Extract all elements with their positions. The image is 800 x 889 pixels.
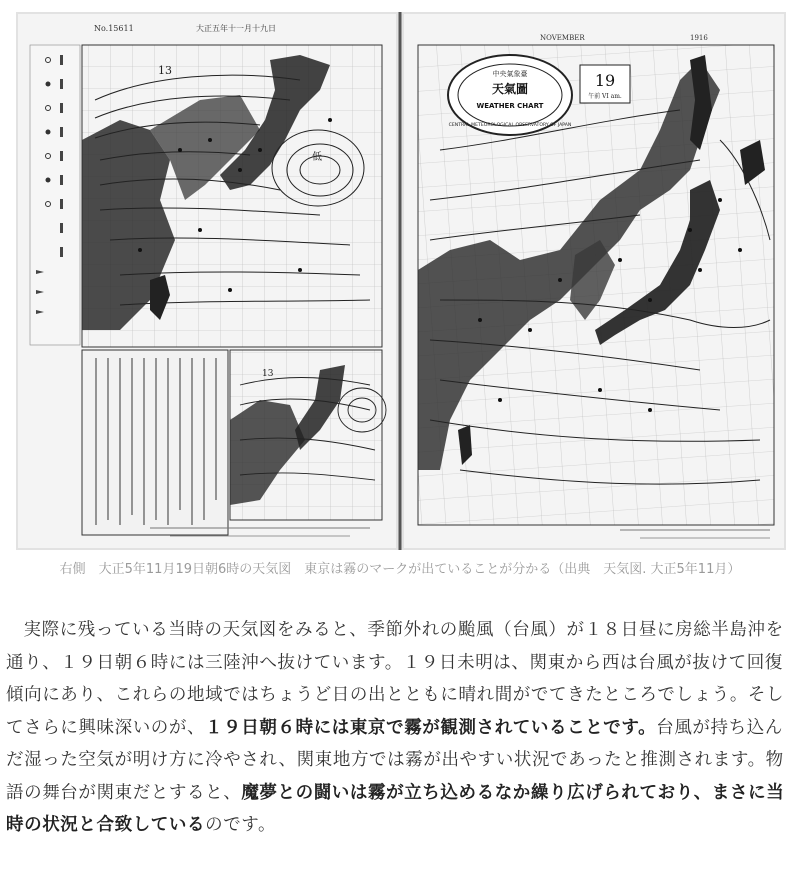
chart-date-day: 19	[594, 71, 616, 90]
right-header-month: NOVEMBER	[540, 34, 585, 42]
left-page	[30, 23, 386, 536]
article-paragraph	[6, 614, 796, 842]
left-header-date: 大正五年十一月十九日	[196, 24, 276, 33]
right-header-year: 1916	[690, 34, 708, 42]
chart-date-box	[580, 65, 630, 103]
article-text-2: 台風が持ち込んだ湿った空気が明け方に冷やされ、関東地方では霧が出やすい状況であったと推測されます。物語の舞台が関東だとすると、	[6, 717, 784, 803]
article-emphasis-fog: １９日朝６時には東京で霧が観測されていることです。	[205, 717, 657, 738]
chart-date-time: 午前 VI am.	[588, 93, 622, 100]
article-text-3: のです。	[205, 815, 277, 835]
left-inset-map	[230, 350, 386, 520]
legend-column	[30, 45, 80, 345]
left-text-box	[82, 350, 228, 535]
observatory-seal	[448, 55, 572, 135]
right-page	[418, 34, 774, 538]
left-header-number: No.15611	[94, 24, 134, 33]
seal-top-text: 中央氣象臺	[492, 70, 528, 78]
seal-title: 天氣圖	[491, 82, 529, 96]
figure-caption: 右側 大正5年11月19日朝6時の天気図 東京は霧のマークが出ていることが分かる（出典 天気図. 大正5年11月）	[59, 562, 741, 577]
low-pressure-label: 低	[312, 152, 322, 163]
seal-ring-text: CENTRAL METEOROLOGICAL OBSERVATORY OF JAPAN	[448, 123, 572, 128]
left-main-map	[82, 45, 382, 347]
article-text-1: 実際に残っている当時の天気図をみると、季節外れの颱風（台風）が１８日昼に房総半島沖を通り、１９日朝６時には三陸沖へ抜けています。１９日未明は、関東から西は台風が抜けて回復傾向にあり、これらの地域ではちょうど日の出とともに晴れ間がでてきたところでしょう。そしてさらに興味深いのが、	[6, 620, 785, 738]
seal-english-title: WEATHER CHART	[476, 102, 544, 110]
article-emphasis-battle: 魔夢との闘いは霧が立ち込めるなか繰り広げられており、まさに当時の状況と合致している	[6, 782, 785, 835]
left-inset-map-label: 13	[262, 369, 274, 379]
left-main-map-label: 13	[158, 64, 172, 77]
